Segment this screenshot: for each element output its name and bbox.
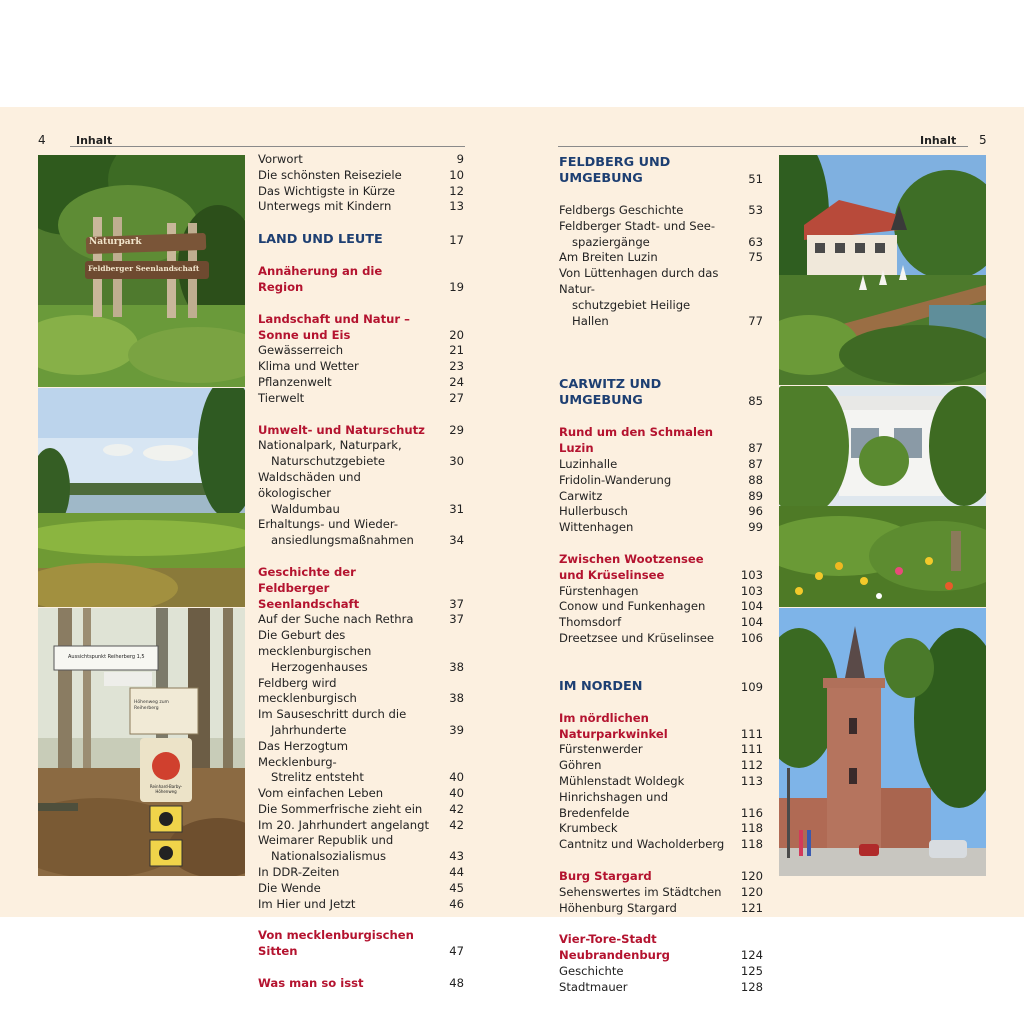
toc-entry-page: 21: [449, 343, 464, 358]
toc-subsection-page: 120: [740, 868, 763, 883]
book-spread: [0, 107, 1024, 994]
toc-entry[interactable]: [258, 849, 464, 865]
toc-entry[interactable]: [258, 184, 464, 200]
toc-entry[interactable]: [258, 660, 464, 676]
photo-hiking-signs: [38, 608, 245, 876]
toc-entry[interactable]: [559, 631, 763, 647]
toc-entry-title: In DDR-Zeiten: [258, 865, 340, 880]
toc-entry-page: 42: [449, 801, 464, 816]
toc-entry-page: 103: [740, 583, 763, 598]
toc-entry[interactable]: [559, 219, 763, 235]
toc-entry[interactable]: [559, 885, 763, 901]
running-title-right: Inhalt: [920, 134, 957, 147]
toc-subsection[interactable]: [559, 711, 763, 743]
photo-naturpark-sign: [38, 155, 245, 387]
toc-entry-title: Vom einfachen Leben: [258, 786, 384, 801]
toc-entry-page: 53: [748, 203, 763, 217]
toc-entry-title: Stadtmauer: [559, 979, 628, 994]
toc-entry-title: Naturschutzgebiete: [271, 454, 386, 469]
toc-entry-title: Hullerbusch: [559, 504, 628, 519]
toc-entry-page: 113: [740, 773, 763, 788]
toc-entry[interactable]: [559, 520, 763, 536]
toc-entry-title: Nationalsozialismus: [271, 849, 387, 864]
toc-entry-title: Von Lüttenhagen durch das Natur-: [559, 266, 719, 296]
toc-entry[interactable]: [258, 897, 464, 913]
toc-entry-page: 44: [449, 865, 464, 880]
toc-entry[interactable]: [559, 599, 763, 615]
toc-entry[interactable]: [559, 298, 763, 330]
toc-right: [559, 155, 763, 995]
toc-entry-page: 63: [748, 234, 763, 249]
toc-entry[interactable]: [258, 517, 464, 533]
toc-entry-page: 45: [449, 880, 464, 895]
toc-entry-page: 37: [449, 612, 464, 627]
toc-section-page: 109: [740, 679, 763, 694]
toc-subsection[interactable]: [559, 932, 763, 964]
toc-entry-title: Vorwort: [258, 152, 303, 166]
toc-entry-title: Tierwelt: [258, 390, 305, 405]
toc-section-feldberg[interactable]: [559, 155, 763, 187]
toc-entry[interactable]: [258, 770, 464, 786]
toc-entry[interactable]: [559, 473, 763, 489]
toc-entry-title: Dreetzsee und Krüselinsee: [559, 630, 715, 645]
toc-entry-page: 31: [449, 501, 464, 516]
toc-entry[interactable]: [559, 901, 763, 917]
toc-entry-page: 30: [449, 454, 464, 469]
toc-subsection-page: 111: [740, 726, 763, 741]
toc-entry-title: Pflanzenwelt: [258, 374, 332, 389]
toc-entry[interactable]: [258, 881, 464, 897]
toc-subsection[interactable]: [258, 565, 464, 612]
toc-entry[interactable]: [258, 502, 464, 518]
running-title-left: Inhalt: [76, 134, 113, 147]
toc-entry-page: 10: [449, 167, 464, 182]
photo-lake-meadow: [38, 388, 245, 607]
toc-section-im-norden[interactable]: [559, 679, 763, 695]
toc-entry-title: Hinrichshagen und Bredenfelde: [559, 789, 669, 820]
toc-entry-title: Feldberg wird mecklenburgisch: [258, 675, 357, 706]
toc-subsection-page: 124: [740, 948, 763, 963]
toc-entry-title: Wittenhagen: [559, 520, 634, 535]
toc-entry[interactable]: [258, 470, 464, 502]
toc-entry-title: Gewässerreich: [258, 343, 344, 358]
toc-subsection[interactable]: [258, 976, 464, 992]
toc-entry-title: Fürstenhagen: [559, 583, 639, 598]
toc-entry[interactable]: [258, 375, 464, 391]
toc-subsection-title: Rund um den Schmalen Luzin: [559, 425, 714, 456]
toc-entry-title: Sehenswertes im Städtchen: [559, 884, 722, 899]
header-rule-right: [558, 146, 968, 147]
toc-entry-title: Geschichte: [559, 963, 624, 978]
toc-entry-title: Feldbergs Geschichte: [559, 203, 684, 217]
toc-entry[interactable]: [258, 676, 464, 708]
toc-entry-page: 118: [740, 837, 763, 852]
toc-entry-title: Höhenburg Stargard: [559, 900, 677, 915]
toc-section-page: 85: [748, 394, 763, 409]
toc-entry-page: 88: [748, 472, 763, 487]
toc-entry-page: 120: [740, 884, 763, 899]
toc-entry-title: Das Wichtigste in Kürze: [258, 183, 396, 198]
toc-entry[interactable]: [258, 739, 464, 771]
toc-entry-page: 43: [449, 849, 464, 864]
toc-entry-title: Die Wende: [258, 880, 321, 895]
toc-entry[interactable]: [258, 168, 464, 184]
toc-entry-page: 24: [449, 374, 464, 389]
toc-subsection-title: Was man so isst: [258, 976, 364, 991]
toc-entry-title: Waldschäden und ökologischer: [258, 469, 361, 500]
toc-entry-title: Thomsdorf: [559, 615, 622, 630]
toc-entry-title: Herzogenhauses: [271, 659, 368, 674]
toc-entry-title: Unterwegs mit Kindern: [258, 199, 392, 214]
toc-entry-title: Die Sommerfrische zieht ein: [258, 801, 423, 816]
toc-entry-page: 38: [449, 659, 464, 674]
toc-entry-title: Feldberger Stadt- und See-: [559, 218, 716, 233]
toc-entry[interactable]: [559, 250, 763, 266]
toc-subsection-title: Von mecklenburgischen Sitten: [258, 928, 414, 959]
toc-entry-page: 111: [740, 742, 763, 757]
toc-entry[interactable]: [258, 723, 464, 739]
toc-entry-title: Luzinhalle: [559, 456, 618, 471]
toc-subsection-title: Burg Stargard: [559, 868, 652, 883]
toc-entry-title: Am Breiten Luzin: [559, 250, 658, 265]
toc-left: [258, 152, 464, 992]
toc-entry-title: Conow und Funkenhagen: [559, 599, 706, 614]
toc-entry[interactable]: [559, 504, 763, 520]
toc-entry[interactable]: [258, 438, 464, 454]
toc-subsection[interactable]: [258, 928, 464, 960]
toc-entry[interactable]: [258, 359, 464, 375]
toc-subsection-title: Umwelt- und Naturschutz: [258, 422, 425, 437]
toc-entry-page: 40: [449, 786, 464, 801]
toc-entry[interactable]: [258, 612, 464, 628]
toc-entry[interactable]: [559, 615, 763, 631]
toc-subsection-page: 47: [449, 944, 464, 959]
toc-subsection-page: 20: [449, 327, 464, 342]
toc-entry-page: 77: [748, 313, 763, 328]
toc-section-title: CARWITZ UND UMGEBUNG: [559, 377, 662, 409]
toc-entry-page: 121: [740, 900, 763, 915]
toc-entry-page: 118: [740, 821, 763, 836]
toc-entry-page: 39: [449, 722, 464, 737]
sign-text-barby: Reinhard-Barby-Höhenweg: [149, 784, 183, 794]
toc-entry[interactable]: [258, 707, 464, 723]
toc-entry-page: 40: [449, 770, 464, 785]
photo-lakeside-hotel: [779, 155, 986, 385]
toc-entry-title: Fürstenwerder: [559, 742, 643, 757]
toc-entry-page: 125: [740, 963, 763, 978]
toc-entry-title: Carwitz: [559, 488, 603, 503]
toc-entry-title: Jahrhunderte: [271, 722, 347, 737]
toc-entry-title: Das Herzogtum Mecklenburg-: [258, 738, 349, 769]
toc-entry[interactable]: [559, 584, 763, 600]
toc-subsection-title: Landschaft und Natur – Sonne und Eis: [258, 311, 410, 342]
toc-entry-title: Im 20. Jahrhundert angelangt: [258, 817, 430, 832]
toc-entry[interactable]: [559, 489, 763, 505]
toc-entry[interactable]: [559, 266, 763, 298]
toc-subsection-page: 19: [449, 279, 464, 294]
toc-entry-page: 87: [748, 456, 763, 471]
toc-entry-page: 12: [449, 183, 464, 198]
toc-subsection-page: 87: [748, 441, 763, 456]
toc-entry[interactable]: [258, 391, 464, 407]
toc-entry-title: spaziergänge: [572, 234, 650, 249]
toc-entry-title: Im Sauseschritt durch die: [258, 707, 407, 722]
toc-subsection-title: Annäherung an die Region: [258, 264, 383, 294]
toc-entry-page: 89: [748, 488, 763, 503]
toc-section-title: LAND UND LEUTE: [258, 232, 383, 248]
toc-entry-page: 99: [748, 520, 763, 535]
toc-entry[interactable]: [559, 837, 763, 853]
toc-entry[interactable]: [559, 758, 763, 774]
toc-entry-page: 128: [740, 979, 763, 994]
left-page: [0, 107, 512, 991]
toc-entry-page: 46: [449, 896, 464, 911]
toc-entry-title: Die Geburt des mecklenburgischen: [258, 628, 372, 658]
toc-subsection-title: Zwischen Wootzensee und Krüselinsee: [559, 551, 704, 582]
toc-entry[interactable]: [559, 980, 763, 996]
toc-entry[interactable]: [258, 802, 464, 818]
toc-subsection[interactable]: [258, 423, 464, 439]
header-rule-left: [70, 146, 465, 147]
sign-text-naturpark: Naturpark: [89, 237, 142, 247]
toc-entry-title: Göhren: [559, 758, 602, 773]
page-number-left: 4: [38, 133, 46, 147]
toc-subsection[interactable]: [559, 869, 763, 885]
toc-entry[interactable]: [559, 742, 763, 758]
toc-subsection-title: Vier-Tore-Stadt Neubrandenburg: [559, 932, 670, 963]
toc-entry-page: 42: [449, 817, 464, 832]
photo-house-garden: [779, 386, 986, 607]
toc-section-title: FELDBERG UND UMGEBUNG: [559, 155, 671, 186]
toc-entry-page: 13: [449, 199, 464, 214]
toc-entry-page: 104: [740, 615, 763, 630]
toc-entry[interactable]: [559, 774, 763, 790]
toc-entry-title: Erhaltungs- und Wieder-: [258, 517, 399, 532]
toc-entry-title: Auf der Suche nach Rethra: [258, 612, 414, 627]
toc-entry-page: 34: [449, 533, 464, 548]
toc-section-land-und-leute[interactable]: [258, 232, 464, 248]
toc-subsection-page: 48: [449, 976, 464, 991]
toc-entry[interactable]: [559, 203, 763, 219]
toc-section-carwitz[interactable]: [559, 377, 763, 409]
toc-entry-title: Im Hier und Jetzt: [258, 896, 356, 911]
toc-section-page: 51: [748, 172, 763, 186]
toc-entry[interactable]: [559, 964, 763, 980]
toc-entry-title: Nationalpark, Naturpark,: [258, 438, 402, 453]
toc-entry-title: Mühlenstadt Woldegk: [559, 773, 685, 788]
toc-entry-page: 112: [740, 758, 763, 773]
toc-entry[interactable]: [258, 786, 464, 802]
toc-subsection-title: Im nördlichen Naturparkwinkel: [559, 710, 668, 741]
right-page: [512, 107, 1024, 994]
toc-section-title: IM NORDEN: [559, 678, 643, 694]
toc-entry-title: Weimarer Republik und: [258, 833, 394, 848]
toc-entry[interactable]: [258, 865, 464, 881]
toc-entry-page: 116: [740, 805, 763, 820]
toc-subsection-title: Geschichte der Feldberger Seenlandschaft: [258, 564, 360, 611]
toc-subsection-page: 103: [740, 567, 763, 582]
sign-text-hoehenweg: Höhenweg zum Reiherberg: [134, 700, 169, 711]
toc-entry-title: Fridolin-Wanderung: [559, 472, 672, 487]
toc-subsection-page: 29: [449, 422, 464, 437]
sign-text-seenlandschaft: Feldberger Seenlandschaft: [88, 264, 200, 273]
toc-entry[interactable]: [559, 235, 763, 251]
toc-entry-page: 23: [449, 359, 464, 374]
toc-entry[interactable]: [258, 533, 464, 549]
toc-entry[interactable]: [258, 152, 464, 168]
toc-subsection[interactable]: [559, 425, 763, 457]
toc-entry-title: Strelitz entsteht: [271, 770, 364, 785]
toc-entry[interactable]: [258, 343, 464, 359]
toc-entry[interactable]: [559, 790, 763, 822]
sign-text-aussichtspunkt: Aussichtspunkt Reiherberg 1,5: [68, 654, 145, 660]
toc-entry[interactable]: [258, 628, 464, 660]
toc-entry[interactable]: [258, 833, 464, 849]
toc-entry-title: Klima und Wetter: [258, 359, 359, 374]
toc-entry-title: Cantnitz und Wacholderberg: [559, 837, 725, 852]
toc-entry-page: 27: [449, 390, 464, 405]
toc-entry-page: 106: [740, 630, 763, 645]
toc-entry[interactable]: [258, 818, 464, 834]
toc-entry[interactable]: [559, 821, 763, 837]
toc-entry-page: 9: [456, 152, 464, 166]
toc-entry-title: ansiedlungsmaßnahmen: [271, 533, 414, 548]
toc-section-page: 17: [449, 233, 464, 248]
toc-entry-title: schutzgebiet Heilige Hallen: [572, 297, 691, 328]
toc-subsection[interactable]: [258, 312, 464, 344]
toc-entry-title: Waldumbau: [271, 501, 340, 516]
toc-entry-page: 75: [748, 250, 763, 265]
toc-entry-page: 104: [740, 599, 763, 614]
toc-entry[interactable]: [559, 457, 763, 473]
toc-entry-page: 38: [449, 691, 464, 706]
toc-entry-title: Krumbeck: [559, 821, 618, 836]
photo-tower-street: [779, 608, 986, 876]
toc-entry-title: Die schönsten Reiseziele: [258, 167, 402, 182]
page-number-right: 5: [979, 133, 987, 147]
toc-subsection[interactable]: [258, 264, 464, 296]
toc-subsection-page: 37: [449, 596, 464, 611]
toc-subsection[interactable]: [559, 552, 763, 584]
toc-entry-page: 96: [748, 504, 763, 519]
toc-entry[interactable]: [258, 454, 464, 470]
toc-entry[interactable]: [258, 199, 464, 215]
